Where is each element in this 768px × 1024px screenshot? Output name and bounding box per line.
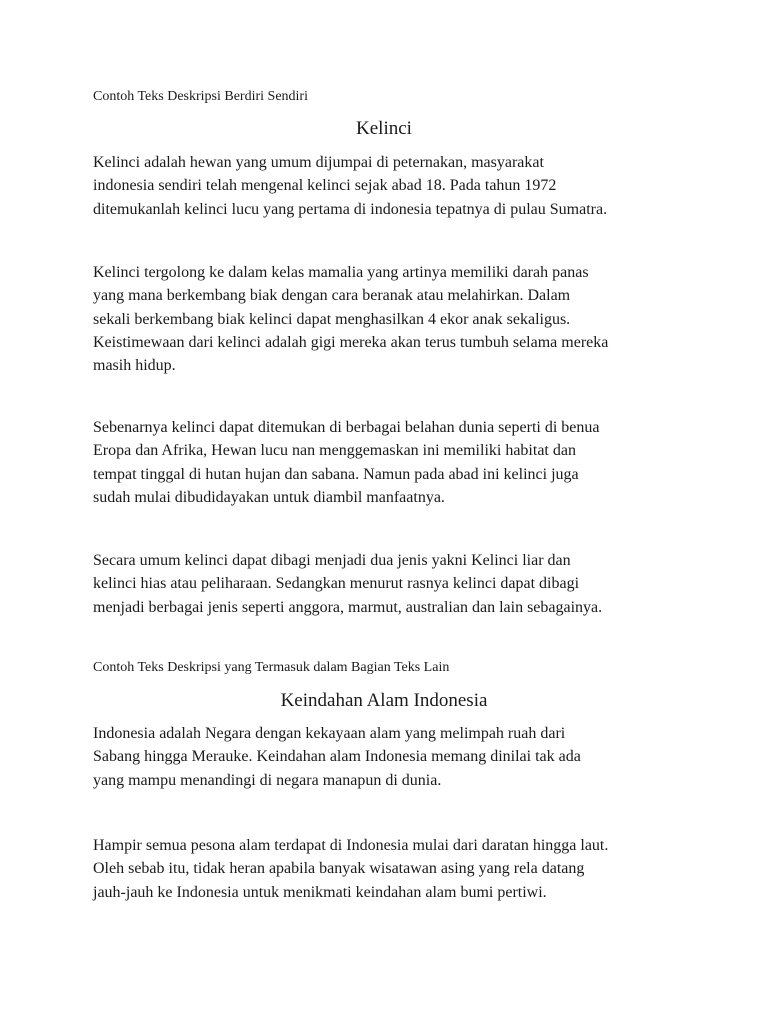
- text-line: sudah mulai dibudidayakan untuk diambil manfaatnya.: [93, 488, 445, 506]
- text-line: masih hidup.: [93, 357, 176, 375]
- text-line: Sabang hingga Merauke. Keindahan alam Indonesia memang dinilai tak ada: [93, 748, 581, 766]
- section-title: Keindahan Alam Indonesia: [280, 690, 488, 711]
- paragraph: [93, 416, 693, 509]
- text-line: ditemukanlah kelinci lucu yang pertama di indonesia tepatnya di pulau Sumatra.: [93, 200, 608, 218]
- text-line: Eropa dan Afrika, Hewan lucu nan menggemaskan ini memiliki habitat dan: [93, 442, 576, 460]
- text-line: menjadi berbagai jenis seperti anggora, marmut, australian dan lain sebagainya.: [93, 598, 603, 616]
- paragraph: [93, 261, 693, 377]
- text-line: yang mampu menandingi di negara manapun di dunia.: [93, 771, 442, 789]
- text-line: Sebenarnya kelinci dapat ditemukan di berbagai belahan dunia seperti di benua: [93, 419, 600, 436]
- text-line: kelinci hias atau peliharaan. Sedangkan menurut rasnya kelinci dapat dibagi: [93, 575, 580, 593]
- text-line: Kelinci adalah hewan yang umum dijumpai di peternakan, masyarakat: [93, 154, 544, 171]
- text-line: sekali berkembang biak kelinci dapat menghasilkan 4 ekor anak sekaligus.: [93, 310, 571, 328]
- section-caption: Contoh Teks Deskripsi yang Termasuk dalam Bagian Teks Lain: [93, 660, 450, 675]
- text-line: indonesia sendiri telah mengenal kelinci sejak abad 18. Pada tahun 1972: [93, 177, 557, 195]
- section-caption: Contoh Teks Deskripsi Berdiri Sendiri: [93, 89, 308, 104]
- text-line: Kelinci tergolong ke dalam kelas mamalia yang artinya memiliki darah panas: [93, 264, 589, 281]
- section-title: Kelinci: [356, 118, 412, 139]
- text-line: Indonesia adalah Negara dengan kekayaan alam yang melimpah ruah dari: [93, 725, 566, 742]
- paragraph: [93, 834, 693, 904]
- paragraph: [93, 151, 693, 221]
- text-line: jauh-jauh ke Indonesia untuk menikmati keindahan alam bumi pertiwi.: [93, 883, 547, 901]
- text-line: Hampir semua pesona alam terdapat di Indonesia mulai dari daratan hingga laut.: [93, 837, 609, 854]
- text-line: yang mana berkembang biak dengan cara beranak atau melahirkan. Dalam: [93, 287, 571, 305]
- text-line: tempat tinggal di hutan hujan dan sabana. Namun pada abad ini kelinci juga: [93, 465, 579, 483]
- text-line: Secara umum kelinci dapat dibagi menjadi dua jenis yakni Kelinci liar dan: [93, 552, 571, 569]
- paragraph: [93, 722, 693, 792]
- text-line: Oleh sebab itu, tidak heran apabila banyak wisatawan asing yang rela datang: [93, 860, 585, 878]
- text-line: Keistimewaan dari kelinci adalah gigi mereka akan terus tumbuh selama mereka: [93, 333, 609, 351]
- paragraph: [93, 549, 693, 619]
